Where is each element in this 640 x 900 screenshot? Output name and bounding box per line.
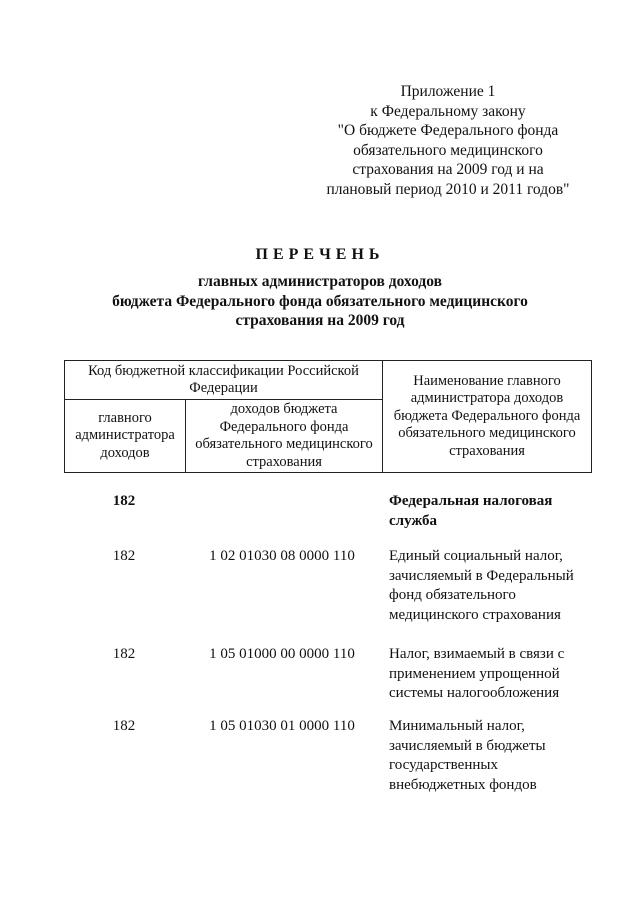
revenue-code: 1 05 01000 00 0000 110 <box>209 646 355 662</box>
revenue-code: 1 05 01030 01 0000 110 <box>209 718 355 734</box>
revenue-name: Федеральная налоговая служба <box>389 493 553 529</box>
subtitle-line: главных администраторов доходов <box>198 273 442 290</box>
appendix-line: страхования на 2009 год и на <box>352 161 544 178</box>
header-classification: Код бюджетной классификации Российской Федерации <box>65 361 383 400</box>
table-row <box>64 547 592 645</box>
appendix-line: Приложение 1 <box>400 83 496 100</box>
revenue-name: Налог, взимаемый в связи с применением упрощенной системы налогообложения <box>389 646 565 701</box>
table-row <box>64 645 592 717</box>
header-name: Наименование главного администратора доходов бюджета Федерального фонда обязательного медицинского страхования <box>383 361 592 473</box>
table-body <box>64 492 592 815</box>
admin-code: 182 <box>112 718 136 734</box>
revenue-code: 1 02 01030 08 0000 110 <box>209 548 355 564</box>
appendix-line: "О бюджете Федерального фонда <box>337 122 559 139</box>
appendix-line: плановый период 2010 и 2011 годов" <box>326 180 570 198</box>
admin-code: 182 <box>112 548 136 564</box>
subtitle-line: бюджета Федерального фонда обязательного медицинского <box>112 292 528 310</box>
admin-code: 182 <box>112 646 136 662</box>
admin-code: 182 <box>112 493 136 509</box>
header-admin: главного администратора доходов <box>65 400 186 473</box>
revenue-name: Единый социальный налог, зачисляемый в Федеральный фонд обязательного медицинского страхования <box>389 548 574 623</box>
table-header <box>64 360 592 473</box>
appendix-line: к Федеральному закону <box>370 102 526 120</box>
document-subtitle <box>0 272 640 331</box>
table-row <box>64 717 592 815</box>
header-revenue: доходов бюджета Федерального фонда обязательного медицинского страхования <box>186 400 383 473</box>
appendix-note <box>308 82 588 199</box>
table-row <box>64 492 592 547</box>
appendix-line: обязательного медицинского <box>353 141 543 159</box>
revenue-name: Минимальный налог, зачисляемый в бюджеты государственных внебюджетных фондов <box>389 718 546 793</box>
subtitle-line: страхования на 2009 год <box>235 312 405 329</box>
document-title: ПЕРЕЧЕНЬ <box>255 246 385 263</box>
